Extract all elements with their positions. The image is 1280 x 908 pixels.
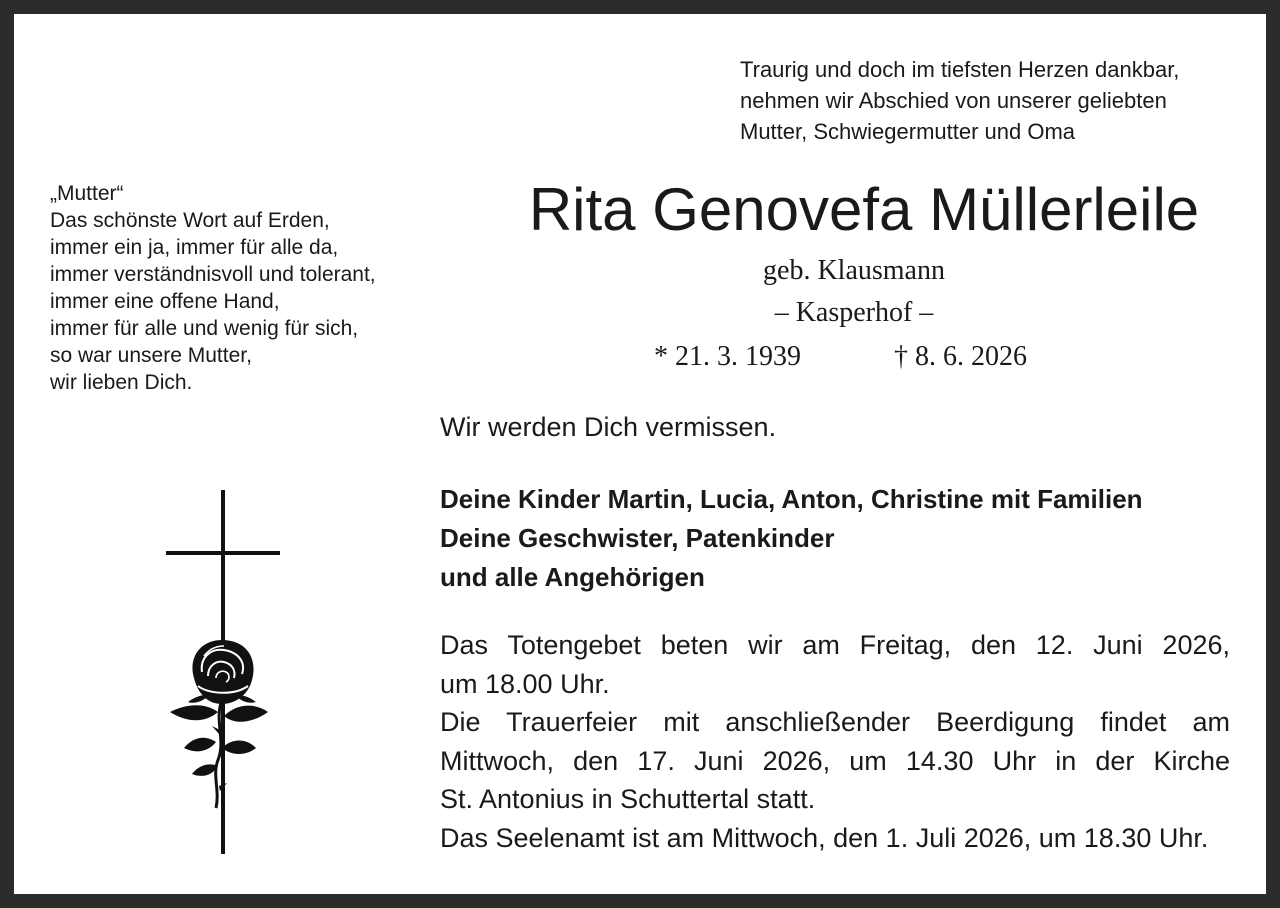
- poem: [50, 180, 450, 396]
- miss-line: Wir werden Dich vermissen.: [440, 412, 777, 442]
- family-signature: [440, 480, 1260, 597]
- death-date: † 8. 6. 2026: [894, 341, 1027, 372]
- cross-with-rose: [164, 490, 284, 854]
- farm-name: – Kasperhof –: [774, 297, 934, 328]
- service-line: Die Trauerfeier mit anschließender Beerdigung findet am: [440, 707, 1230, 737]
- obituary-card: [14, 14, 1266, 894]
- service-line: um 18.00 Uhr.: [440, 668, 610, 699]
- service-line: Das Totengebet beten wir am Freitag, den 12. Juni 2026,: [440, 630, 1230, 660]
- rose-icon: [170, 640, 268, 808]
- service-line: St. Antonius in Schuttertal statt.: [440, 784, 816, 814]
- family-line: und alle Angehörigen: [440, 562, 705, 592]
- deceased-name: Rita Genovefa Müllerleile: [528, 176, 1200, 243]
- intro-line: Traurig und doch im tiefsten Herzen dankbar,: [740, 57, 1180, 82]
- poem-line: immer verständnisvoll und tolerant,: [50, 263, 376, 286]
- intro-line: nehmen wir Abschied von unserer geliebten: [740, 88, 1167, 113]
- birth-name: geb. Klausmann: [763, 255, 945, 286]
- poem-line: immer für alle und wenig für sich,: [50, 317, 359, 340]
- birth-date: * 21. 3. 1939: [654, 341, 801, 372]
- service-info: [440, 626, 1230, 857]
- intro-line: Mutter, Schwiegermutter und Oma: [740, 119, 1076, 144]
- poem-line: immer eine offene Hand,: [50, 290, 280, 313]
- poem-line: immer ein ja, immer für alle da,: [50, 236, 339, 259]
- family-line: Deine Kinder Martin, Lucia, Anton, Christine mit Familien: [440, 484, 1143, 514]
- service-line: Mittwoch, den 17. Juni 2026, um 14.30 Uhr in der Kirche: [440, 745, 1230, 776]
- family-line: Deine Geschwister, Patenkinder: [440, 523, 835, 553]
- poem-line: so war unsere Mutter,: [50, 344, 252, 367]
- cross-icon: [164, 490, 284, 854]
- intro-text: [740, 54, 1260, 147]
- poem-line: wir lieben Dich.: [50, 371, 193, 394]
- poem-line: Das schönste Wort auf Erden,: [50, 209, 330, 232]
- poem-title: „Mutter“: [50, 182, 124, 205]
- service-line: Das Seelenamt ist am Mittwoch, den 1. Juli 2026, um 18.30 Uhr.: [440, 822, 1209, 853]
